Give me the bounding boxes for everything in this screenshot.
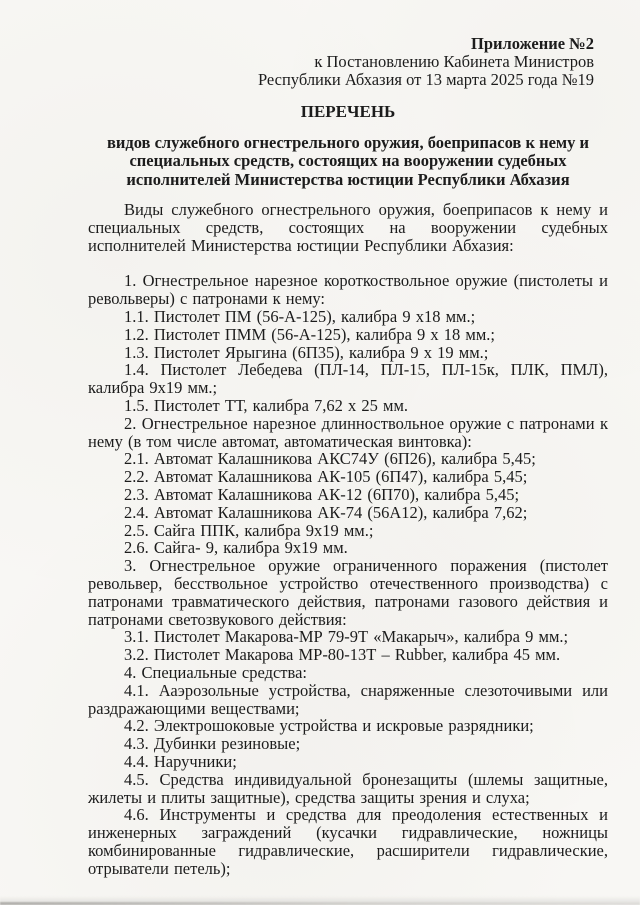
item-4-1: 4.1. Ааэрозольные устройства, снаряженные слезоточивыми или раздражающими веществами; bbox=[88, 680, 608, 718]
document-subtitle-line-2: специальных средств, состоящих на вооружении судебных bbox=[129, 151, 567, 170]
item-4-4: 4.4. Наручники; bbox=[124, 751, 237, 771]
item-1-1: 1.1. Пистолет ПМ (56-А-125), калибра 9 х18 мм.; bbox=[124, 306, 476, 326]
item-4: 4. Специальные средства: bbox=[124, 662, 308, 682]
item-3-1: 3.1. Пистолет Макарова-МР 79-9Т «Макарыч», калибра 9 мм.; bbox=[124, 627, 569, 647]
item-1-3: 1.3. Пистолет Ярыгина (6П35), калибра 9 х 19 мм.; bbox=[124, 342, 489, 362]
item-1: 1. Огнестрельное нарезное короткоствольное оружие (пистолеты и револьверы) с патронами к нему: bbox=[88, 271, 608, 309]
item-2-6: 2.6. Сайга- 9, калибра 9х19 мм. bbox=[124, 538, 348, 558]
item-2-1: 2.1. Автомат Калашникова АКС74У (6П26), калибра 5,45; bbox=[124, 449, 536, 469]
item-1-5: 1.5. Пистолет ТТ, калибра 7,62 х 25 мм. bbox=[124, 395, 409, 415]
item-2-3: 2.3. Автомат Калашникова АК-12 (6П70), калибра 5,45; bbox=[124, 484, 520, 504]
decree-reference-line-1: к Постановлению Кабинета Министров bbox=[314, 52, 594, 71]
item-2-4: 2.4. Автомат Калашникова АК-74 (56А12), калибра 7,62; bbox=[124, 502, 528, 522]
document-subtitle-line-3: исполнителей Министерства юстиции Республики Абхазия bbox=[126, 169, 570, 189]
scan-edge-shadow bbox=[0, 896, 640, 905]
item-4-2: 4.2. Электрошоковые устройства и искровые разрядники; bbox=[124, 716, 534, 736]
item-3: 3. Огнестрельное оружие ограниченного поражения (пистолет револьвер, бесствольное устройство отечественного производства) с патронами травматического действия, патронами газового действия и патронами светозвукового действия: bbox=[88, 556, 608, 629]
appendix-number: Приложение №2 bbox=[471, 34, 594, 53]
item-2-2: 2.2. Автомат Калашникова АК-105 (6П47), калибра 5,45; bbox=[124, 467, 528, 487]
decree-reference-line-2: Республики Абхазия от 13 марта 2025 года №19 bbox=[257, 70, 594, 89]
item-1-2: 1.2. Пистолет ПММ (56-А-125), калибра 9 х 18 мм.; bbox=[124, 324, 495, 344]
document-subtitle-line-1: видов служебного огнестрельного оружия, боеприпасов к нему и bbox=[106, 132, 590, 152]
item-2-5: 2.5. Сайга ППК, калибра 9х19 мм.; bbox=[124, 520, 374, 540]
item-2: 2. Огнестрельное нарезное длинноствольное оружие с патронами к нему (в том числе автомат, автоматическая винтовка): bbox=[88, 413, 608, 451]
intro-paragraph: Виды служебного огнестрельного оружия, боеприпасов к нему и специальных средств, состоящих на вооружении судебных исполнителей Министерства юстиции Республики Абхазия: bbox=[88, 200, 608, 255]
document-subtitle bbox=[88, 134, 608, 190]
item-3-2: 3.2. Пистолет Макарова МР-80-13Т – Rubber, калибра 45 мм. bbox=[124, 645, 561, 665]
item-4-5: 4.5. Средства индивидуальной бронезащиты (шлемы защитные, жилеты и плиты защитные), средства защиты зрения и слуха; bbox=[88, 769, 608, 807]
item-1-4: 1.4. Пистолет Лебедева (ПЛ-14, ПЛ-15, ПЛ-15к, ПЛК, ПМЛ), калибра 9х19 мм.; bbox=[88, 360, 608, 398]
appendix-reference bbox=[88, 35, 594, 89]
item-4-6: 4.6. Инструменты и средства для преодоления естественных и инженерных заграждений (кусачки гидравлические, ножницы комбинированные гидравлические, расширители гидравлические, отрыватели петель); bbox=[88, 805, 608, 878]
document-title: ПЕРЕЧЕНЬ bbox=[300, 102, 396, 121]
item-4-3: 4.3. Дубинки резиновые; bbox=[124, 734, 301, 754]
